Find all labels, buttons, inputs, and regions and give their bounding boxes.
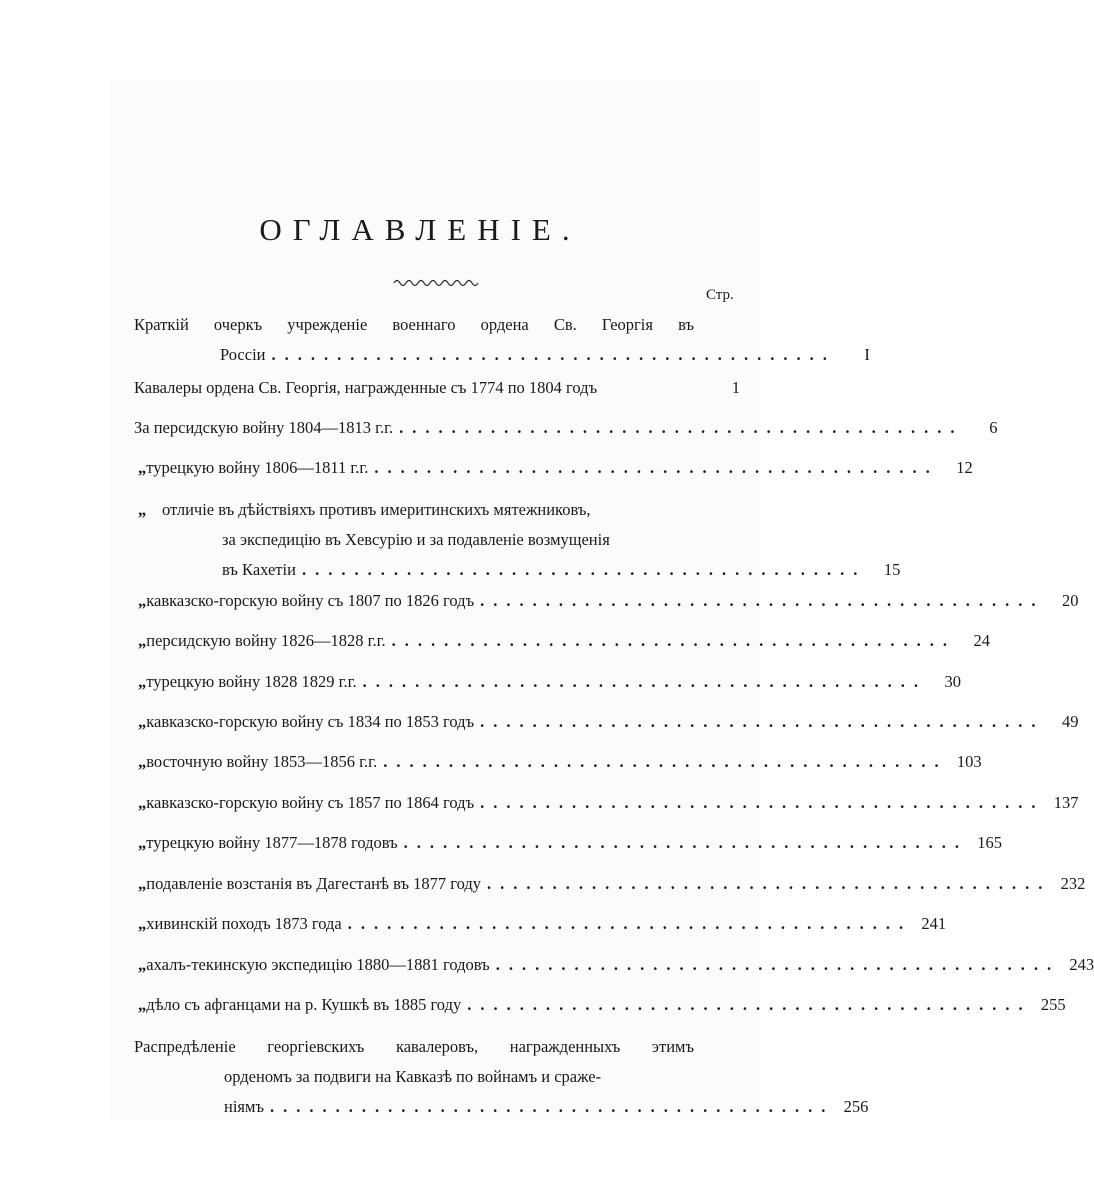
leader-dots: ...........................................: [391, 631, 957, 650]
toc-entry: [138, 453, 973, 483]
entry-line: Распредѣленіе георгіевскихъ кавалеровъ, награжденныхъ этимъ: [134, 1037, 694, 1056]
page-number: 20: [1061, 591, 1079, 610]
page-number: 49: [1061, 712, 1079, 731]
toc-entry: [138, 990, 1066, 1020]
entry-line: За персидскую войну 1804—1813 г.г.: [134, 418, 394, 437]
entry-line: ахалъ-текинскую экспедицію 1880—1881 годовъ: [146, 955, 490, 974]
toc-entry: [138, 586, 1079, 616]
ditto-mark: „: [138, 995, 147, 1014]
entry-line: хивинскій походъ 1873 года: [146, 914, 342, 933]
entry-line: персидскую войну 1826—1828 г.г.: [146, 631, 386, 650]
leader-dots: ...........................................: [480, 712, 1045, 731]
ditto-mark: „: [138, 500, 147, 519]
leader-dots: ...........................................: [383, 752, 948, 771]
entry-line: въ Кахетіи: [222, 560, 296, 579]
leader-dots: ...........................................: [301, 560, 867, 579]
entry-line: кавказско-горскую войну съ 1807 по 1826 годъ: [146, 591, 475, 610]
page-number: 165: [977, 833, 1003, 852]
ditto-mark: „: [138, 914, 147, 933]
entry-line: Краткій очеркъ учрежденіе военнаго ордена Св. Георгія въ: [134, 315, 694, 334]
entry-line: отличіе въ дѣйствіяхъ противъ имеритинскихъ мятежниковъ,: [162, 500, 591, 519]
page-number: 137: [1053, 793, 1079, 812]
page-column-label: Стр.: [706, 287, 734, 303]
page-number: 243: [1069, 955, 1094, 974]
page-number: I: [864, 345, 870, 364]
leader-dots: ...........................................: [399, 418, 964, 437]
toc-entry: [138, 950, 1094, 980]
entry-line: восточную войну 1853—1856 г.г.: [146, 752, 378, 771]
entry-line: подавленіе возстанія въ Дагестанѣ въ 1877 году: [146, 874, 482, 893]
ditto-mark: „: [138, 712, 147, 731]
leader-dots: ...........................................: [487, 874, 1052, 893]
entry-line: ніямъ: [224, 1097, 264, 1116]
page-number: 30: [944, 672, 962, 691]
leader-dots: ...........................................: [495, 955, 1061, 974]
toc-entry: [138, 707, 1079, 737]
page-number: 15: [883, 560, 901, 579]
leader-dots: ...........................................: [269, 1097, 835, 1116]
toc-entry: [134, 373, 740, 403]
toc-entry: [134, 310, 870, 370]
leader-dots: ...........................................: [403, 833, 969, 852]
ditto-mark: „: [138, 631, 147, 650]
entry-line: турецкую войну 1806—1811 г.г.: [146, 458, 369, 477]
entry-line: дѣло съ афганцами на р. Кушкѣ въ 1885 году: [146, 995, 462, 1014]
entry-line: орденомъ за подвиги на Кавказѣ по войнамъ и сраже-: [224, 1067, 602, 1086]
ditto-mark: „: [138, 458, 147, 477]
toc-entry: [138, 626, 991, 656]
toc-entry: [134, 1032, 869, 1122]
ditto-mark: „: [138, 833, 147, 852]
page-title: ОГЛАВЛЕНІЕ.: [259, 212, 581, 247]
page-number: 256: [843, 1097, 869, 1116]
entry-line: Россіи: [220, 345, 266, 364]
ornament-divider: [394, 277, 480, 289]
ditto-mark: „: [138, 591, 147, 610]
leader-dots: ...........................................: [362, 672, 928, 691]
page-number: 255: [1040, 995, 1066, 1014]
page-number: 6: [989, 418, 998, 437]
toc-entry: [138, 747, 982, 777]
ditto-mark: „: [138, 752, 147, 771]
toc-entry: [138, 667, 962, 697]
page-number: 1: [731, 378, 740, 397]
page-number: 103: [956, 752, 982, 771]
entry-line: турецкую войну 1877—1878 годовъ: [146, 833, 398, 852]
page-number: 241: [921, 914, 947, 933]
ditto-mark: „: [138, 672, 147, 691]
leader-dots: ...........................................: [374, 458, 939, 477]
page-number: 12: [956, 458, 973, 477]
toc-entry: [134, 413, 998, 443]
leader-dots: ...........................................: [347, 914, 913, 933]
leader-dots: ...........................................: [480, 591, 1045, 610]
toc-entry: [138, 788, 1079, 818]
ditto-mark: „: [138, 874, 147, 893]
toc-entry: [138, 909, 947, 939]
ditto-mark: „: [138, 955, 147, 974]
toc-entry: [138, 828, 1003, 858]
entry-line: турецкую войну 1828 1829 г.г.: [146, 672, 357, 691]
entry-line: Кавалеры ордена Св. Георгія, награжденные съ 1774 по 1804 годъ: [134, 378, 598, 397]
entry-line: за экспедицію въ Хевсурію и за подавленіе возмущенія: [222, 530, 610, 549]
page-number: 232: [1060, 874, 1086, 893]
page-number: 24: [973, 631, 991, 650]
leader-dots: ...........................................: [480, 793, 1045, 812]
leader-dots: ...........................................: [271, 345, 836, 364]
toc-entry: [138, 869, 1086, 899]
entry-line: кавказско-горскую войну съ 1834 по 1853 годъ: [146, 712, 475, 731]
entry-line: кавказско-горскую войну съ 1857 по 1864 годъ: [146, 793, 475, 812]
leader-dots: ...........................................: [467, 995, 1032, 1014]
ditto-mark: „: [138, 793, 147, 812]
toc-entry: [138, 495, 901, 585]
